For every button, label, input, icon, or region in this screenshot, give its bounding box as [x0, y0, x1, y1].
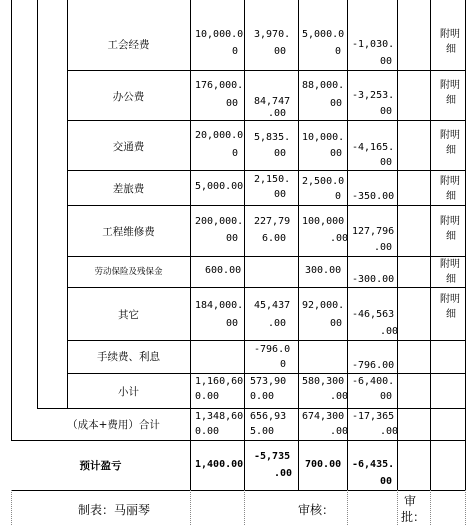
note-line1: 附明	[440, 176, 460, 187]
note-line1: 附明	[440, 80, 460, 91]
row-label: （成本+费用）合计	[67, 419, 160, 431]
actual-line2: .00	[274, 468, 293, 479]
row-label: 小计	[118, 386, 139, 398]
actual-line2: .00	[268, 318, 287, 329]
note-line2: 细	[446, 191, 456, 202]
row-label: 预计盈亏	[79, 460, 122, 472]
diff-line2: .00	[374, 242, 393, 253]
diff-line1: -3,253.	[352, 90, 395, 101]
half-line1: 700.00	[305, 459, 342, 470]
diff-line2: 00	[380, 56, 393, 67]
budget-line2: 0	[232, 148, 239, 159]
diff-line1: -796.00	[352, 360, 395, 371]
half-line2: 00	[330, 98, 343, 109]
row-label: 手续费、利息	[97, 351, 160, 363]
diff-line2: 00	[380, 391, 393, 402]
row-label: 交通费	[112, 141, 145, 153]
maker-label: 制表：马丽琴	[78, 503, 151, 517]
row-label: 工程维修费	[102, 226, 155, 238]
budget-line1: 20,000.0	[195, 130, 244, 141]
diff-line2: .00	[380, 326, 399, 337]
diff-line1: -6,435.	[352, 459, 395, 470]
half-line2: 0	[335, 191, 342, 202]
half-line1: 580,300	[302, 376, 345, 387]
actual-line2: 6.00	[262, 233, 287, 244]
actual-line2: 00	[274, 189, 287, 200]
row-label: 劳动保险及残保金	[94, 267, 163, 277]
note-line1: 附明	[440, 294, 460, 305]
note-line1: 附明	[440, 130, 460, 141]
half-line2: .00	[330, 233, 349, 244]
note-line2: 细	[446, 145, 456, 156]
note-line2: 细	[446, 95, 456, 106]
actual-line1: 84,747	[254, 96, 291, 107]
diff-line1: -46,563	[352, 309, 395, 320]
actual-line2: 00	[274, 148, 287, 159]
approve-label-2: 批：	[401, 510, 426, 524]
budget-line1: 10,000.0	[195, 29, 244, 40]
half-line2: 00	[330, 318, 343, 329]
row-label: 工会经费	[107, 39, 150, 51]
budget-line1: 200,000.	[195, 216, 244, 227]
actual-line1: 3,970.	[254, 29, 291, 40]
approve-label-1: 审	[404, 494, 417, 508]
diff-line1: -17,365	[352, 411, 395, 422]
diff-line1: -350.00	[352, 191, 395, 202]
note-line1: 附明	[440, 216, 460, 227]
actual-line2: 0.00	[250, 391, 275, 402]
diff-line1: -300.00	[352, 274, 395, 285]
actual-line2: 5.00	[250, 426, 275, 437]
half-line1: 5,000.0	[302, 29, 345, 40]
actual-line2: .00	[268, 108, 287, 119]
actual-line1: 5,835.	[254, 132, 291, 143]
half-line1: 88,000.	[302, 80, 345, 91]
diff-line1: -6,400.	[352, 376, 395, 387]
diff-line1: -4,165.	[352, 142, 395, 153]
diff-line2: .00	[380, 426, 399, 437]
budget-line1: 5,000.00	[195, 181, 244, 192]
actual-line1: 656,93	[250, 411, 287, 422]
half-line1: 92,000.	[302, 300, 345, 311]
half-line1: 300.00	[305, 265, 342, 276]
actual-line1: 573,90	[250, 376, 287, 387]
row-label: 办公费	[112, 91, 145, 103]
budget-line1: 1,160,60	[195, 376, 244, 387]
budget-line2: 0.00	[195, 426, 220, 437]
half-line1: 2,500.0	[302, 176, 345, 187]
half-line2: .00	[330, 426, 349, 437]
budget-line1: 600.00	[205, 265, 242, 276]
note-line1: 附明	[440, 259, 460, 270]
diff-line2: 00	[380, 157, 393, 168]
half-line1: 674,300	[302, 411, 345, 422]
note-line2: 细	[446, 274, 456, 285]
budget-line2: 00	[226, 318, 239, 329]
budget-line2: 0	[232, 46, 239, 57]
note-line2: 细	[446, 231, 456, 242]
budget-line2: 0.00	[195, 391, 220, 402]
budget-line1: 176,000.	[195, 80, 244, 91]
audit-label: 审核：	[298, 503, 335, 517]
diff-line2: 00	[380, 476, 393, 487]
actual-line2: 0	[280, 359, 287, 370]
note-line2: 细	[446, 309, 456, 320]
actual-line1: -5,735	[254, 451, 291, 462]
actual-line2: 00	[274, 46, 287, 57]
half-line2: 00	[330, 148, 343, 159]
half-line1: 10,000.	[302, 132, 345, 143]
row-label: 其它	[118, 309, 139, 321]
note-line2: 细	[446, 44, 456, 55]
budget-line1: 184,000.	[195, 300, 244, 311]
diff-line2: 00	[380, 106, 393, 117]
half-line2: .00	[330, 391, 349, 402]
actual-line1: -796.0	[254, 344, 291, 355]
budget-line2: 00	[226, 98, 239, 109]
budget-line1: 1,348,60	[195, 411, 244, 422]
half-line2: 0	[335, 46, 342, 57]
diff-line1: -1,030.	[352, 39, 395, 50]
budget-line1: 1,400.00	[195, 459, 244, 470]
half-line1: 100,000	[302, 216, 345, 227]
note-line1: 附明	[440, 29, 460, 40]
actual-line1: 45,437	[254, 300, 291, 311]
row-label: 差旅费	[112, 183, 145, 195]
actual-line1: 2,150.	[254, 174, 291, 185]
diff-line1: 127,796	[352, 226, 395, 237]
actual-line1: 227,79	[254, 216, 291, 227]
budget-line2: 00	[226, 233, 239, 244]
